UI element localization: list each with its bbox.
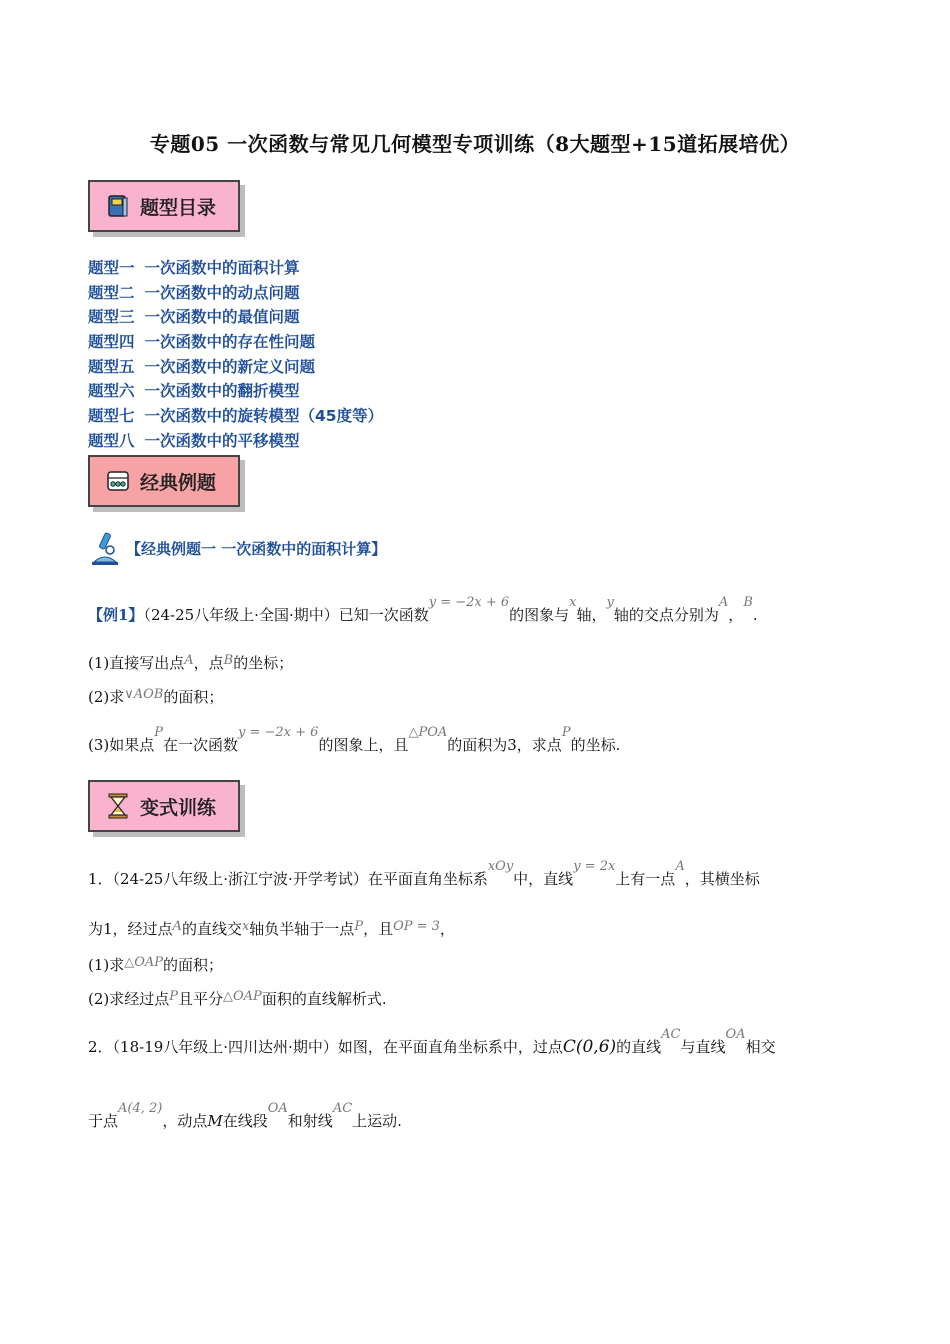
example1-q3: (3)如果点P在一次函数y = −2x + 6的图象上，且△POA的面积为3，求点P的坐标. <box>88 725 621 754</box>
examples-banner-label: 经典例题 <box>140 471 217 494</box>
toc-item[interactable]: 题型七 一次函数中的旋转模型（45度等） <box>88 407 384 426</box>
example1-q2: (2)求∨AOB的面积； <box>88 687 224 706</box>
problem1-line2: 为1，经过点A的直线交x轴负半轴于一点P，且OP = 3， <box>88 919 455 938</box>
toc-banner <box>88 180 240 232</box>
toc-banner-label: 题型目录 <box>140 196 217 219</box>
toc-item[interactable]: 题型五 一次函数中的新定义问题 <box>88 357 316 376</box>
examples-banner <box>88 455 240 507</box>
problem1-q2: (2)求经过点P且平分△OAP面积的直线解析式. <box>88 989 387 1008</box>
abacus-icon <box>106 469 130 493</box>
example1-stem: 【例1】（24-25八年级上·全国·期中）已知一次函数y = −2x + 6的图象与x轴，y轴的交点分别为A，B. <box>88 595 758 624</box>
practice-banner-label: 变式训练 <box>140 796 217 819</box>
example1-q1: (1)直接写出点A，点B的坐标； <box>88 653 294 672</box>
problem1-q1: (1)求△OAP的面积； <box>88 955 224 974</box>
function-formula: y = −2x + 6 <box>428 595 510 610</box>
hourglass-icon <box>106 794 130 818</box>
toc-item[interactable]: 题型二 一次函数中的动点问题 <box>88 283 300 302</box>
problem2-line2: 于点A(4, 2)，动点M在线段OA和射线AC上运动. <box>88 1101 402 1130</box>
section-heading <box>88 530 386 566</box>
book-icon <box>106 194 130 218</box>
point-C: C(0,6) <box>562 1037 617 1057</box>
page-title: 专题05 一次函数与常见几何模型专项训练（8大题型+15道拓展培优） <box>149 132 801 156</box>
toc-list <box>88 256 383 454</box>
toc-item[interactable]: 题型八 一次函数中的平移模型 <box>88 431 300 450</box>
section-heading-text: 【经典例题一 一次函数中的面积计算】 <box>126 539 387 558</box>
toc-item[interactable]: 题型三 一次函数中的最值问题 <box>88 308 300 327</box>
example-label: 【例1】 <box>88 606 144 624</box>
problem2-line1: 2．（18-19八年级上·四川达州·期中）如图，在平面直角坐标系中，过点C(0,6)的直线AC与直线OA相交 <box>88 1027 776 1057</box>
problem1-line1: 1．（24-25八年级上·浙江宁波·开学考试）在平面直角坐标系xOy中，直线y = 2x上有一点A，其横坐标 <box>88 859 760 888</box>
toc-item[interactable]: 题型一 一次函数中的面积计算 <box>88 259 300 277</box>
toc-item[interactable]: 题型四 一次函数中的存在性问题 <box>88 333 316 352</box>
microscope-icon <box>88 530 122 566</box>
toc-item[interactable]: 题型六 一次函数中的翻折模型 <box>88 382 300 401</box>
practice-banner <box>88 780 240 832</box>
